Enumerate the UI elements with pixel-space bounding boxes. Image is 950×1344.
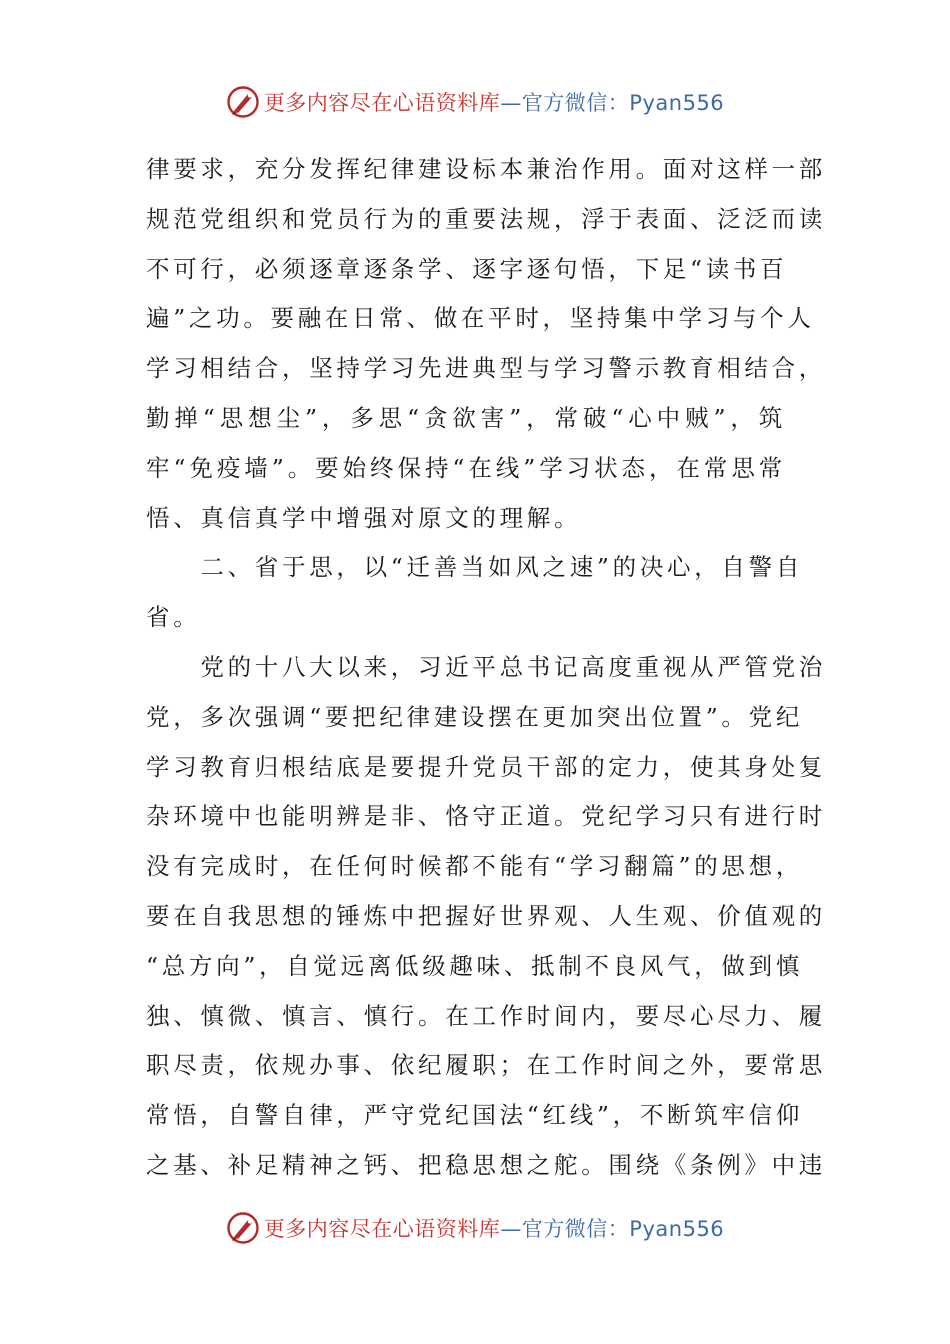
banner-title: 更多内容尽在心语资料库 [263,1217,501,1241]
text-line: 没有完成时，在任何时候都不能有“学习翻篇”的思想， [146,852,804,881]
text-line: 独、慎微、慎言、慎行。在工作时间内，要尽心尽力、履 [146,1001,826,1030]
section-heading-line: 二、省于思，以“迁善当如风之速”的决心，自警自 [146,553,804,582]
pen-logo-icon [226,85,260,119]
footer-banner [0,1208,950,1248]
text-line: 悟、真信真学中增强对原文的理解。 [146,503,582,532]
text-line: 之基、补足精神之钙、把稳思想之舵。围绕《条例》中违 [146,1150,826,1179]
banner-wechat: —官方微信：Pyan556 [500,91,725,115]
text-line: “总方向”，自觉远离低级趣味、抵制不良风气，做到慎 [146,951,804,980]
header-banner [0,82,950,122]
text-line: 杂环境中也能明辨是非、恪守正道。党纪学习只有进行时 [146,802,826,831]
text-line: 不可行，必须逐章逐条学、逐字逐句悟，下足“读书百 [146,254,788,283]
text-line: 学习相结合，坚持学习先进典型与学习警示教育相结合， [146,354,826,383]
text-line: 规范党组织和党员行为的重要法规，浮于表面、泛泛而读 [146,204,826,233]
text-line: 职尽责，依规办事、依纪履职；在工作时间之外，要常思 [146,1051,826,1080]
text-line: 党的十八大以来，习近平总书记高度重视从严管党治 [146,652,826,681]
document-body [146,145,826,1191]
text-line: 党，多次强调“要把纪律建设摆在更加突出位置”。党纪 [146,702,804,731]
text-line: 勤掸“思想尘”，多思“贪欲害”，常破“心中贼”，筑 [146,403,786,432]
text-line: 遍”之功。要融在日常、做在平时，坚持集中学习与个人 [146,304,815,333]
section-heading-line: 省。 [146,603,201,632]
text-line: 常悟，自警自律，严守党纪国法“红线”，不断筑牢信仰 [146,1101,804,1130]
banner-wechat: —官方微信：Pyan556 [500,1217,725,1241]
banner-text [264,1213,724,1243]
banner-text [264,87,724,117]
text-line: 要在自我思想的锤炼中把握好世界观、人生观、价值观的 [146,901,826,930]
text-line: 牢“免疫墙”。要始终保持“在线”学习状态，在常思常 [146,453,786,482]
text-line: 律要求，充分发挥纪律建设标本兼治作用。面对这样一部 [146,155,826,183]
banner-title: 更多内容尽在心语资料库 [263,91,501,115]
pen-logo-icon [226,1211,260,1245]
text-line: 学习教育归根结底是要提升党员干部的定力，使其身处复 [146,752,826,781]
